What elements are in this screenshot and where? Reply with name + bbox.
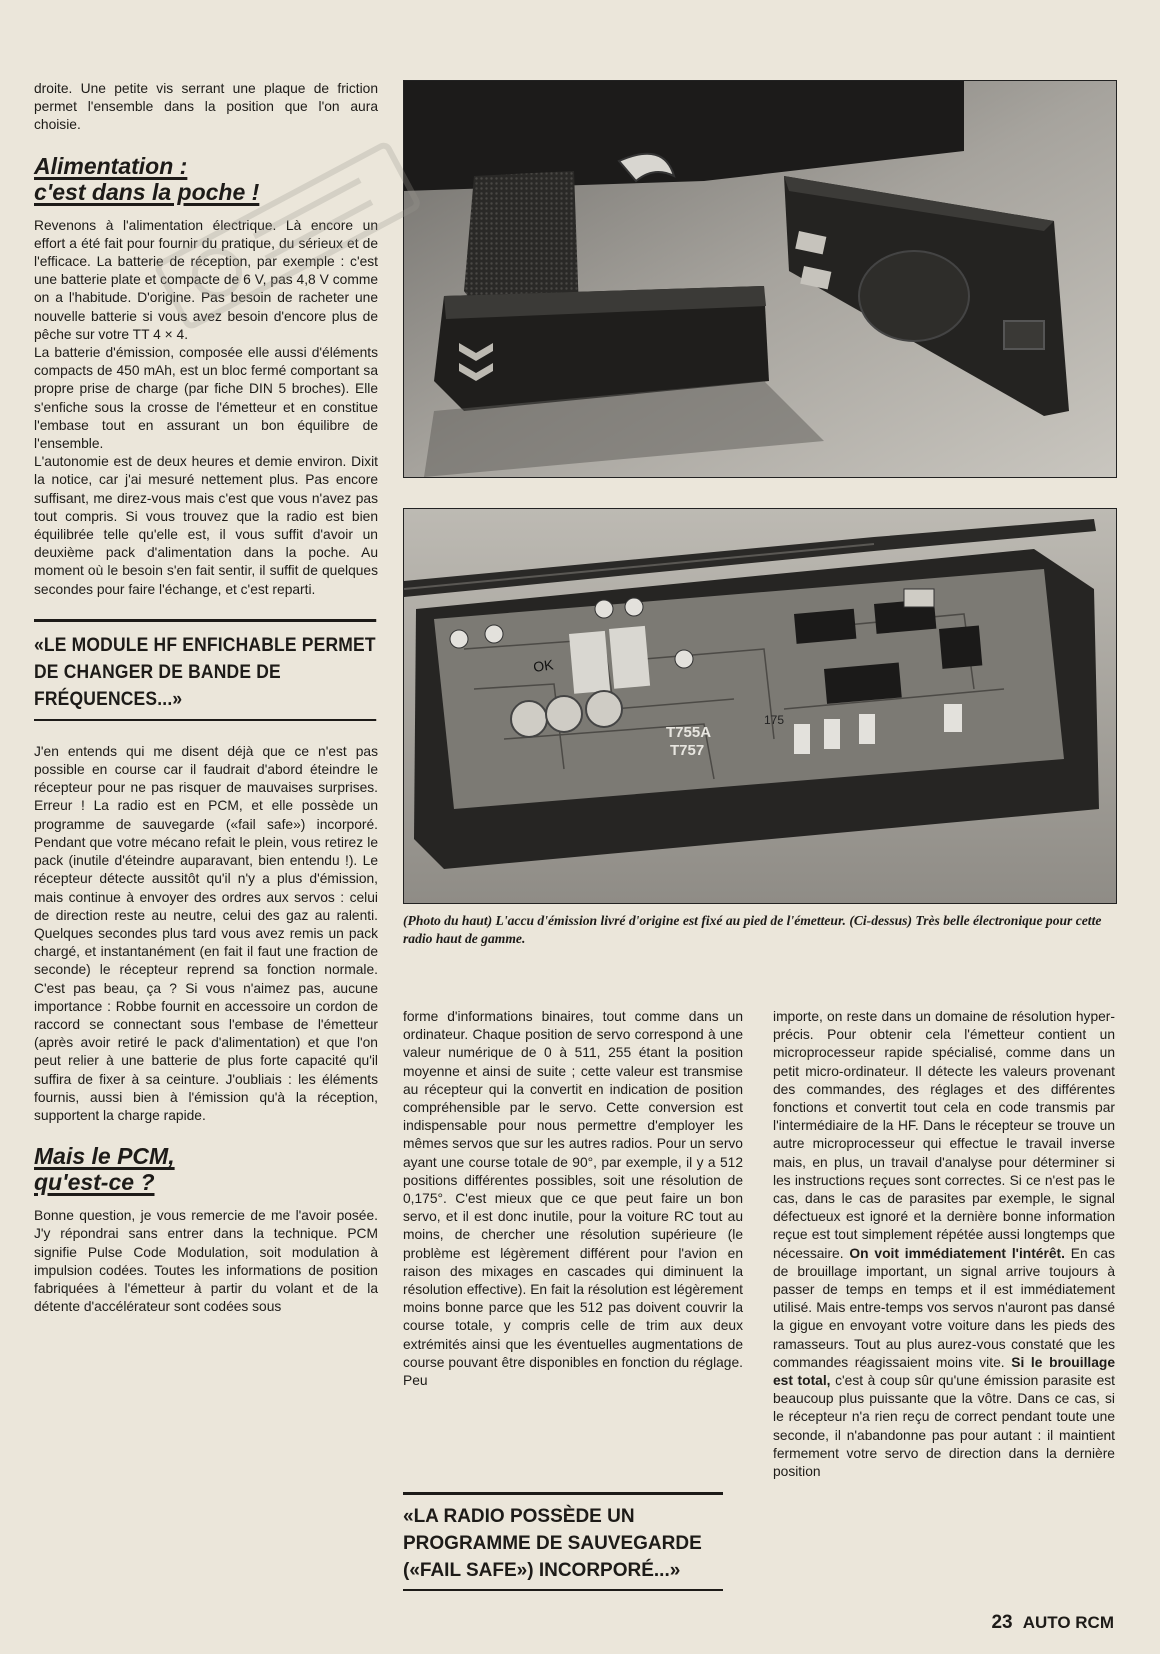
photo-electronics [403, 508, 1117, 904]
paragraph: droite. Une petite vis serrant une plaque de friction permet l'ensemble dans la position que l'on aura choisie. [34, 81, 378, 133]
pcb-label-t757: T757 [670, 742, 705, 759]
middle-column [403, 1008, 743, 1390]
text-run: c'est à coup sûr qu'une émission parasite est beaucoup plus puissante que la vôtre. Dans ce cas, si le récepteur n'a rien reçu de correct pendant toute une seconde, il n'abandonne pas pour autant : il maintient fermement votre servo de direction dans la dernière position [773, 1373, 1115, 1480]
pcb-label-ok: OK [532, 656, 555, 675]
photo-caption: (Photo du haut) L'accu d'émission livré d'origine est fixé au pied de l'émetteur. (Ci-dessus) Très belle électronique pour cette radio haut de gamme. [403, 913, 1102, 946]
heading-line: Alimentation : [34, 152, 188, 179]
photo-transmitter-battery [403, 80, 1117, 478]
pcb-label-175: 175 [764, 713, 785, 727]
page-number: 23 [991, 1612, 1013, 1633]
paragraph: La batterie d'émission, composée elle aussi d'éléments compacts de 450 mAh, est un bloc fermé comportant sa propre prise de charge (par fiche DIN 5 broches). Elle s'enfiche sous la crosse de l'émetteur et en constitue l'embase tout en assurant un bon équilibre de l'ensemble. [34, 345, 378, 452]
heading-line: c'est dans la poche ! [34, 178, 260, 205]
photo-electronics-drawing [404, 509, 1116, 903]
paragraph: L'autonomie est de deux heures et demie environ. Dixit la notice, car j'ai mesuré nettement plus. Pas encore suffisant, me direz-vous mais c'est que vous n'avez pas tout compris. Si vous trouvez que la radio est bien équilibrée telle qu'elle est, il vous suffit d'avoir un deuxième pack d'alimentation dans la poche. Au moment où le besoin s'en fait sentir, il suffit de quelques secondes pour faire l'échange, et c'est reparti. [34, 454, 378, 597]
paragraph: Bonne question, je vous remercie de me l'avoir posée. J'y répondrai sans entrer dans la technique. PCM signifie Pulse Code Modulation, soit modulation à impulsion codées. Toutes les informations de position fabriquées à l'émetteur à partir du volant et de la détente d'accélérateur sont codées sous [34, 1208, 378, 1315]
bold-text: Si le brouillage est total, [773, 1354, 1116, 1389]
text-run: En cas de brouillage important, un signal arrive toujours à passer de temps en temps et il est immédiatement utilisé. Mais entre-temps vos servos n'auront pas dansé la gigue en envoyant votre voiture dans les pieds des ramasseurs. Tout au plus aurez-vous constaté que les commandes réagissaient moins vite. [773, 1245, 1115, 1370]
pcb-label-t755a: T755A [666, 724, 712, 741]
page-footer [991, 1612, 1114, 1634]
magazine-name: AUTO RCM [1022, 1613, 1114, 1632]
heading-line: qu'est-ce ? [34, 1169, 155, 1196]
pull-quote-fail-safe: «LA RADIO POSSÈDE UN PROGRAMME DE SAUVEGARDE («FAIL SAFE») INCORPORÉ...» [403, 1492, 723, 1591]
photo-transmitter-battery-drawing [404, 81, 1116, 477]
heading-line: Mais le PCM, [34, 1143, 175, 1170]
paragraph: Revenons à l'alimentation électrique. Là encore un effort a été fait pour fournir du pratique, du sérieux et de l'efficace. La batterie de réception, par exemple : c'est une batterie plate et compacte de 6 V, pas 4,8 V comme on a l'habitude. D'origine. Pas besoin de racheter une nouvelle batterie si vous avez besoin d'encore plus de pêche sur votre TT 4 × 4. [34, 217, 378, 342]
bold-text: On voit immédiatement l'intérêt. [849, 1245, 1065, 1261]
right-column [773, 1008, 1115, 1481]
section-heading-alimentation [34, 153, 378, 205]
left-column [34, 80, 378, 1316]
paragraph: forme d'informations binaires, tout comme dans un ordinateur. Chaque position de servo correspond à une valeur numérique de 0 à 511, 255 étant la position moyenne et ainsi de suite ; cette valeur est transmise au récepteur qui la convertit en indication de position compréhensible par le servo. Cette conversion est indispensable pour nous permettre d'employer les mêmes servos que sur les autres radios. Pour un servo ayant une course totale de 90°, par exemple, il y a 512 positions différentes possibles, soit une résolution de 0,175°. C'est mieux que ce que peut faire un bon servo, et il est donc inutile, pour la voiture RC tout au moins, de chercher une résolution supérieure (le problème est légèrement différent pour l'avion en raison des mixages en cascades qui diminuent la résolution effective). En fait la résolution est légèrement moins bonne parce que les 512 pas doivent couvrir la course totale, y compris celle de trim aux deux extrémités ainsi que les éventuelles augmentations de course pouvant être disponibles en fonction du réglage. Peu [403, 1009, 743, 1389]
section-heading-pcm [34, 1143, 378, 1195]
paragraph [773, 1008, 1115, 1481]
text-run: importe, on reste dans un domaine de résolution hyper-précis. Pour obtenir cela l'émetteur contient un microprocesseur rapide spécialisé, comme dans un petit micro-ordinateur. Il détecte les valeurs provenant des commandes, des réglages et des différentes fonctions et convertit tout cela en code transmis par l'intermédiaire de la HF. Dans le récepteur se trouve un autre microprocesseur qui effectue le travail inverse mais, en plus, un travail d'analyse pour déterminer si les instructions reçues sont correctes. Si ce n'est pas le cas, dans le cas de parasites par exemple, le signal défectueux est ignoré et la dernière bonne information reçue est tout simplement répétée aussi longtemps que nécessaire. [773, 1009, 1115, 1261]
pull-quote-module-hf: «LE MODULE HF ENFICHABLE PERMET DE CHANGER DE BANDE DE FRÉQUENCES...» [34, 619, 376, 721]
paragraph: J'en entends qui me disent déjà que ce n'est pas possible en course car il faudrait d'abord éteindre le récepteur pour ne pas risquer de mauvaises surprises. Erreur ! La radio est en PCM, et elle possède un programme de sauvegarde («fail safe») incorporé. Pendant que votre mécano refait le plein, vous retirez le pack (inutile d'éteindre auparavant, bien entendu !). Le récepteur détecte aussitôt qu'il n'y a plus d'émission, mais continue à envoyer des ordres aux servos : celui de direction reste au neutre, celui des gaz au ralenti. Quelques secondes plus tard vous avez remis un pack chargé, et instantanément (en fait il faut une fraction de seconde) le récepteur reprend sa fonction normale. C'est pas beau, ça ? Si vous n'aimez pas, aucune importance : Robbe fournit en accessoire un cordon de raccord se connectant sous l'embase de l'émetteur (après avoir retiré le pack d'alimentation) et que l'on peut relier à une batterie de plus forte capacité qu'il suffira de fixer à sa ceinture. J'oubliais : les éléments fournis, aussi bien à l'émission qu'à la réception, supportent la charge rapide. [34, 743, 378, 1123]
